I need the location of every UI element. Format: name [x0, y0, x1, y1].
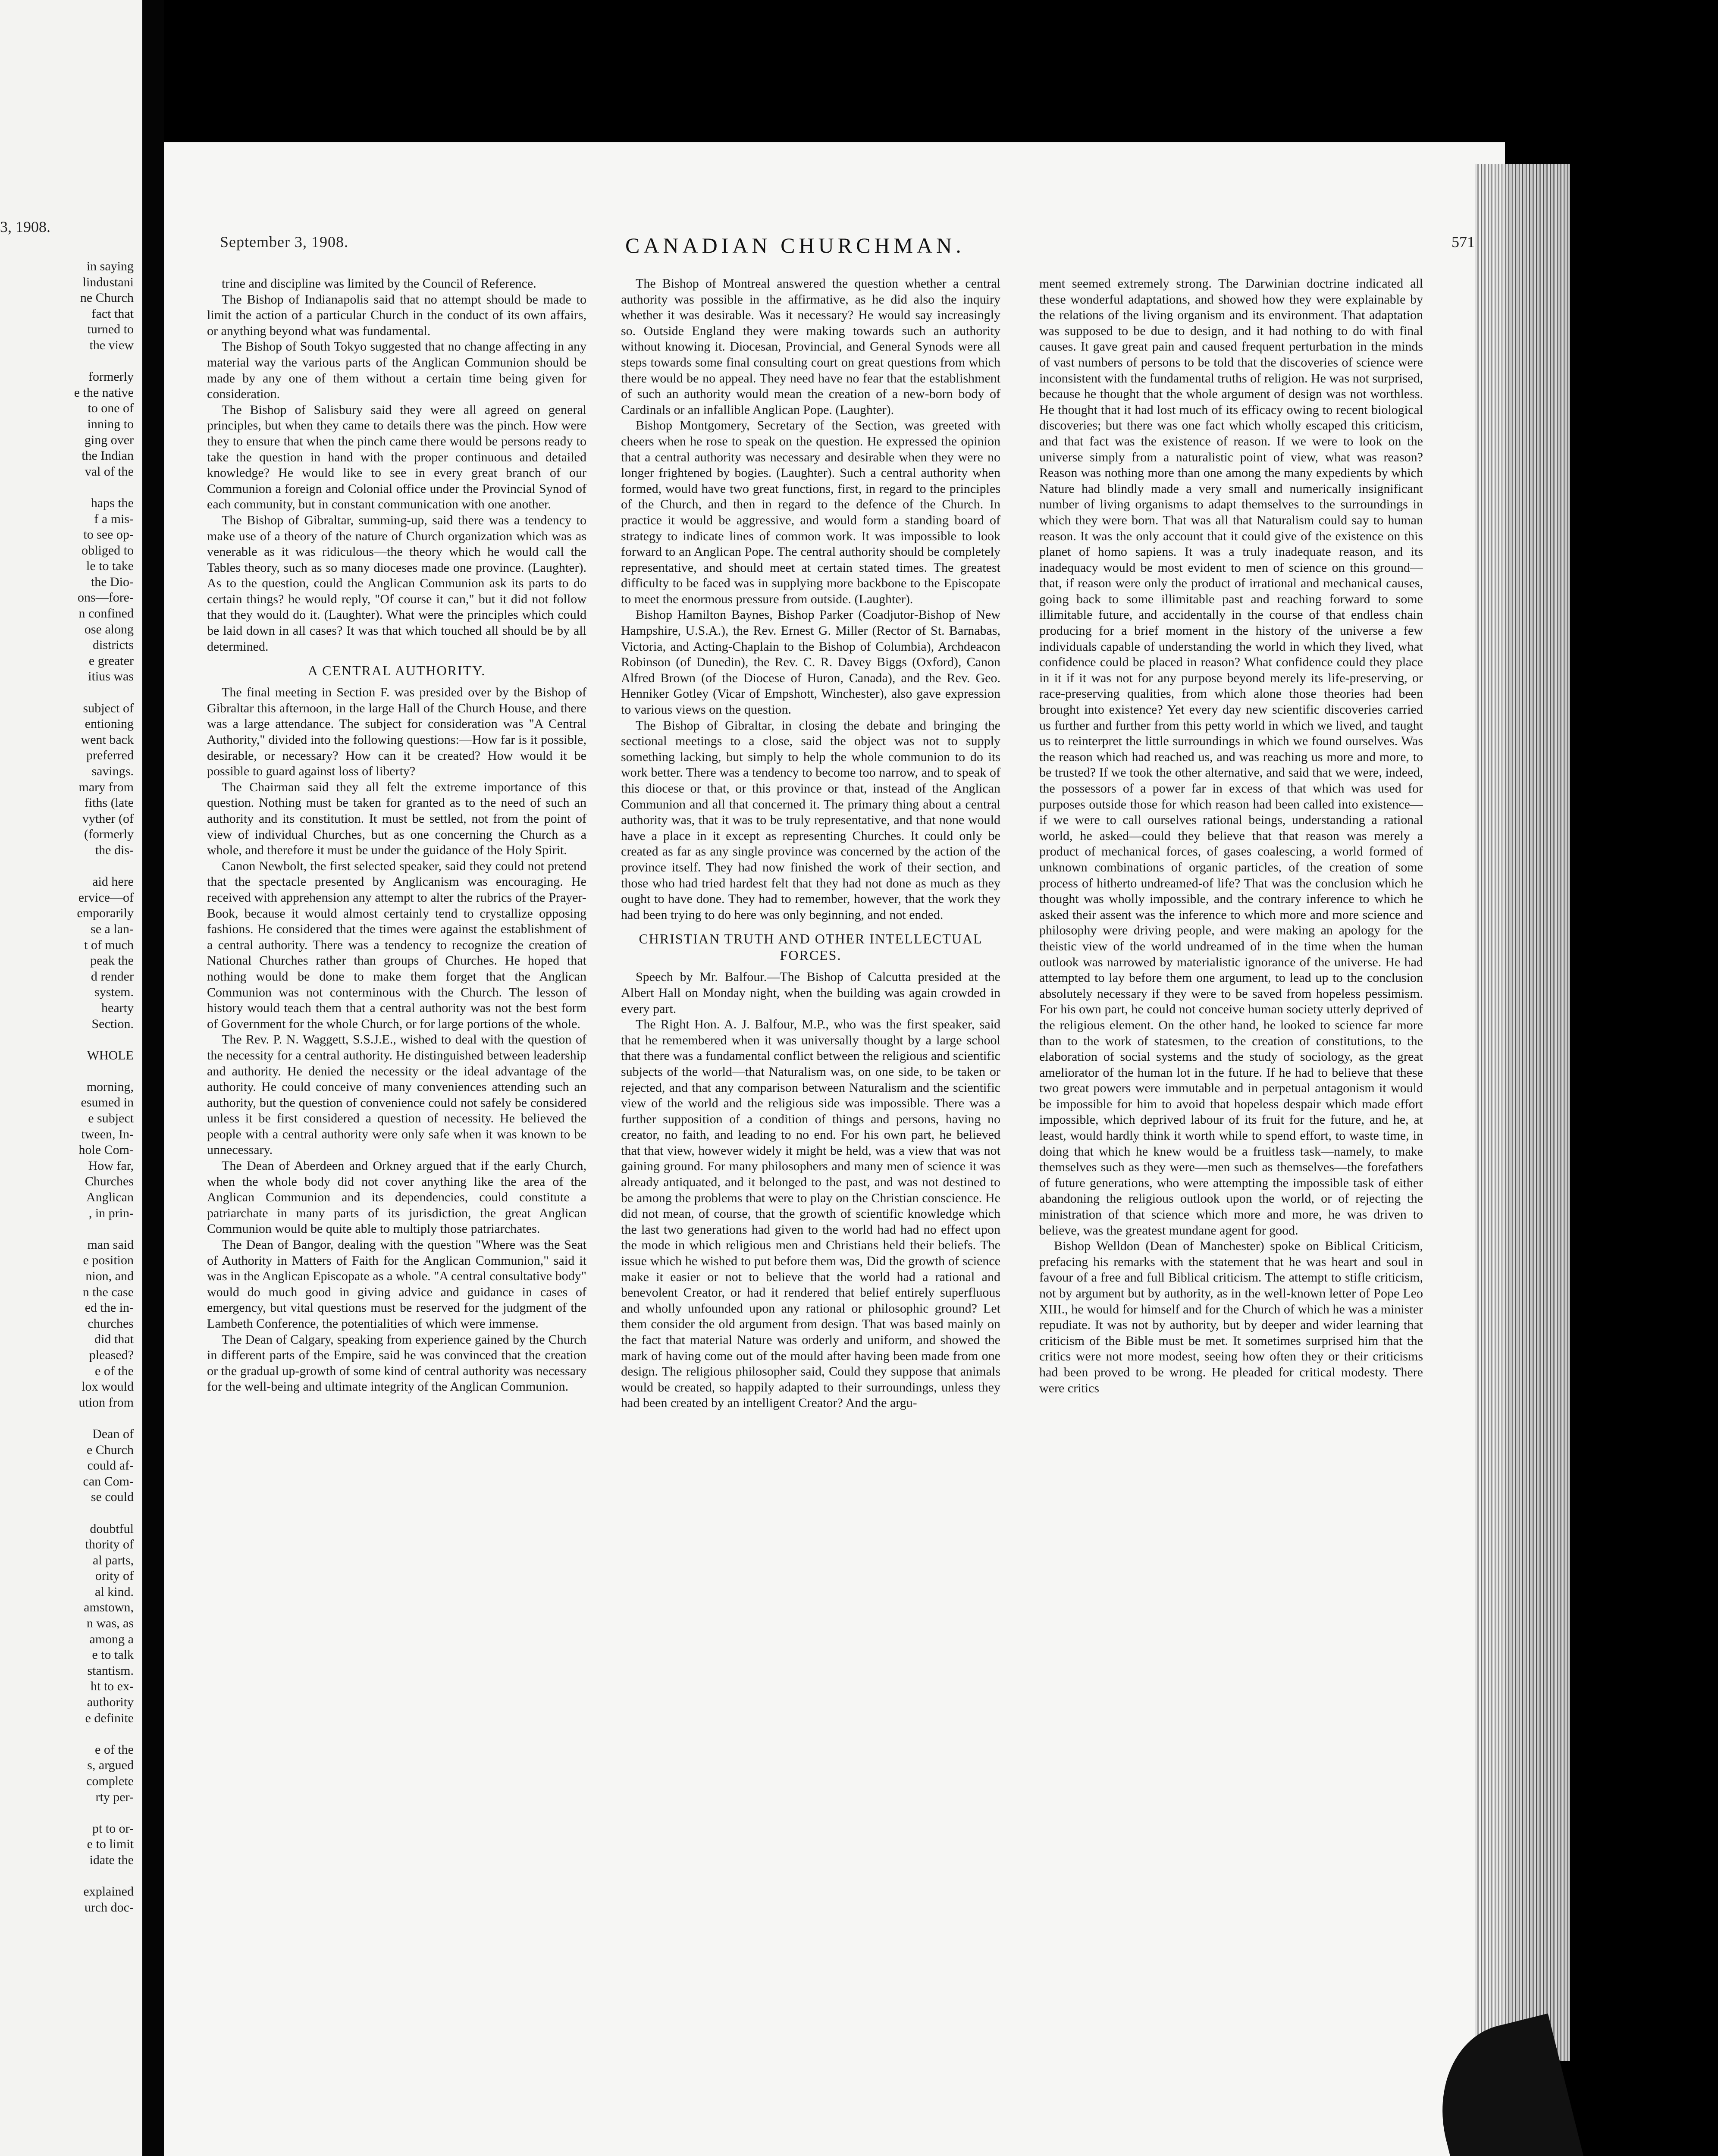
- paragraph: The Bishop of Gibraltar, summing-up, said there was a tendency to make use of a theory of the nature of Church organization which was as venerable as it was ridiculous—the theory which he would call the Tables theory, such as so many dioceses made one province. (Laughter). As to the question, could the Anglican Communion ask its parts to do certain things? he would reply, "Of course it can," but it did not follow that they would do it. (Laughter). What were the principles which could be laid down in all cases? It was that which touched all should be by all determined.: [207, 513, 586, 654]
- left-page-line: lindustani: [82, 275, 134, 289]
- left-page-line: [0, 1505, 138, 1521]
- left-page-line: preferred: [86, 748, 134, 763]
- left-page-line: f a mis-: [94, 511, 134, 526]
- left-page-line: ging over: [84, 432, 134, 447]
- paragraph: Bishop Welldon (Dean of Manchester) spoke on Biblical Criticism, prefacing his remarks with the statement that he was heart and soul in favour of a free and full Biblical criticism. The attempt to stifle criticism, not by argument but by authority, as in the well-known letter of Pope Leo XIII., he would for himself and for the Church of which he was a minister repudiate. It was not by authority, but by deeper and wider learning that criticism of the Bible must be met. It sometimes surprised him that the critics were not more modest, seeing how often they or their criticisms had been proved to be wrong. He pleaded for critical modesty. There were critics: [1039, 1239, 1423, 1395]
- book-gutter: [142, 0, 164, 2156]
- left-page-line: , in prin-: [88, 1206, 134, 1220]
- left-page-line: idate the: [89, 1852, 134, 1867]
- left-page-line: le to take: [86, 559, 134, 573]
- left-page-line: Anglican: [86, 1190, 134, 1205]
- page-date: September 3, 1908.: [220, 233, 348, 251]
- left-page-line: [0, 1868, 138, 1884]
- paragraph: The Rev. P. N. Waggett, S.S.J.E., wished to deal with the question of the necessity for a central authority. He distinguished between leadership and authority. He denied the necessity or the ideal advantage of the authority. He could conceive of many conveniences attending such an authority, but the question of convenience could not safely be considered unless it be first considered a question of necessity. He believed the people with a central authority were only safe when it was known to be unnecessary.: [207, 1032, 586, 1157]
- left-page-line: e Church: [86, 1442, 134, 1457]
- left-page-line: entioning: [85, 717, 134, 731]
- left-page-line: to see op-: [83, 527, 134, 542]
- paragraph: The Dean of Bangor, dealing with the question "Where was the Seat of Authority in Matters of Faith for the Anglican Communion," said it was in the Anglican Episcopate as a whole. "A central consultative body" would do much good in giving advice and guidance in cases of emergency, but vital questions must be reserved for the judgment of the Lambeth Conference, the potentialities of which were immense.: [207, 1238, 586, 1331]
- article-column-2: [621, 276, 1000, 1992]
- left-page-line: authority: [87, 1695, 134, 1710]
- left-page-line: [0, 1032, 138, 1048]
- left-page-line: hole Com-: [78, 1143, 134, 1157]
- left-page-line: Dean of: [92, 1426, 134, 1441]
- left-page-line: nion, and: [85, 1269, 134, 1283]
- left-page-line: Churches: [85, 1174, 134, 1189]
- left-page-line: savings.: [91, 764, 134, 778]
- left-page-line: esumed in: [81, 1095, 134, 1110]
- left-page-line: d render: [91, 969, 134, 984]
- left-page-line: went back: [81, 732, 134, 747]
- left-page-line: the view: [89, 338, 134, 352]
- left-page-line: n confined: [78, 606, 134, 621]
- left-page-line: [0, 859, 138, 874]
- left-page-line: n was, as: [86, 1616, 134, 1631]
- paragraph: The Bishop of Indianapolis said that no attempt should be made to limit the action of a particular Church in the conduct of its own affairs, or anything beyond what was fundamental.: [207, 292, 586, 338]
- left-page-date: 3, 1908.: [0, 218, 50, 235]
- left-page-line: morning,: [86, 1079, 134, 1094]
- left-page-line: aid here: [92, 874, 134, 889]
- left-page-line: explained: [83, 1884, 134, 1899]
- paragraph: The Dean of Aberdeen and Orkney argued that if the early Church, when the whole body did not cover anything like the area of the Anglican Communion and its dependencies, could constitute a patriarchate in many parts of its jurisdiction, the great Anglican Communion would be quite able to multiply those patriarchates.: [207, 1159, 586, 1236]
- left-page-line: [0, 354, 138, 370]
- left-page-line: emporarily: [77, 906, 134, 921]
- left-page-line: e to talk: [92, 1648, 134, 1662]
- article-column-3: [1039, 276, 1423, 1992]
- left-page-line: e position: [83, 1253, 134, 1268]
- left-page-line: can Com-: [83, 1474, 134, 1489]
- left-page-line: ht to ex-: [91, 1679, 134, 1694]
- left-page-line: did that: [94, 1332, 134, 1347]
- paragraph: The Bishop of South Tokyo suggested that no change affecting in any material way the various parts of the Anglican Communion should be made by any one of them without a certain time being given for consideration.: [207, 339, 586, 401]
- paragraph: The Bishop of Montreal answered the question whether a central authority was possible in the affirmative, as he did also the inquiry whether it was desirable. Was it necessary? He would say increasingly so. Outside England they were making towards such an authority without knowing it. Diocesan, Provincial, and General Synods were all steps towards some final consulting court on great questions from which there would be no appeal. They need have no fear that the establishment of such an authority would mean the creation of a new-born body of Cardinals or an infallible Anglican Pope. (Laughter).: [621, 276, 1000, 417]
- left-page-line: al parts,: [93, 1553, 134, 1567]
- left-page-line: e of the: [95, 1363, 134, 1378]
- paragraph: The final meeting in Section F. was presided over by the Bishop of Gibraltar this afternoon, in the large Hall of the Church House, and there was a large attendance. The subject for consideration was "A Central Authority," divided into the following questions:—How far is it possible, desirable, or necessary? How can it be created? How would it be possible to guard against loss of liberty?: [207, 685, 586, 779]
- left-page-line: t of much: [84, 937, 134, 952]
- left-page-lines: [0, 259, 138, 1915]
- left-page-fragment: [0, 0, 142, 2156]
- paragraph: The Right Hon. A. J. Balfour, M.P., who was the first speaker, said that he remembered when it was universally thought by a large school that there was a fundamental conflict between the religious and scientific subjects of the world—that Naturalism was, on one side, to be taken or rejected, and that any comparison between Naturalism and the scientific view of the world and the religious side was impossible. There was a further supposition of a condition of things and persons, having no creator, no faith, and leading to no end. For his own part, he believed that that view, however widely it might be held, was a view that was not gaining ground. For many philosophers and many men of science it was already antiquated, and it belonged to the past, and was not destined to be among the problems that were to play on the Christian conscience. He did not mean, of course, that the growth of scientific knowledge which the last two generations had given to the world had had no effect upon the mode in which religious men and Christians held their beliefs. The issue which he wished to put before them was, Did the growth of science make it easier or not to believe that the world had a rational and benevolent Creator, or had it rendered that belief entirely superfluous and wholly unfounded upon any rational or philosophic ground? Let them consider the old argument from design. That was based mainly on the fact that material Nature was orderly and uniform, and showed the mark of having come out of the mould after having been made from one design. The religious philosopher said, Could they suppose that animals would be created, so happily adapted to their surroundings, unless they had been created by an intelligent Creator? And the argu-: [621, 1017, 1000, 1410]
- left-page-line: e subject: [88, 1111, 134, 1126]
- left-page-line: pt to or-: [92, 1821, 134, 1836]
- left-page-line: s, argued: [87, 1758, 134, 1773]
- left-page-line: [0, 685, 138, 701]
- left-page-line: val of the: [85, 464, 134, 479]
- left-page-line: n the case: [82, 1285, 134, 1299]
- left-page-line: Section.: [91, 1016, 134, 1031]
- left-page-line: hearty: [101, 1000, 134, 1015]
- left-page-line: fiths (late: [84, 796, 134, 810]
- left-page-line: [0, 1726, 138, 1742]
- paragraph: ment seemed extremely strong. The Darwinian doctrine indicated all these wonderful adaptations, and showed how they were explainable by the relations of the living organism and its environment. That adaptation was supposed to be due to design, and it had nothing to do with final causes. It gave great pain and caused frequent perturbation in the minds of vast numbers of persons to be told that the discoveries of science were inconsistent with the fundamental truths of religion. He was not surprised, because he thought that the whole argument of design was not worthless. He thought that it had lost much of its efficacy owing to recent biological discoveries; but there was one fact which wholly escaped this criticism, and that fact was the existence of reason. If we were to look on the universe simply from a naturalistic point of view, what was reason? Reason was nothing more than one among the many expedients by which Nature had blindly made a very small and numerically insignificant number of living organisms to adapt themselves to the surroundings in which they were born. That was all that Naturalism could say to human reason. It was the only account that it could give of the existence on this planet of homo sapiens. It was a truly inadequate reason, and its inadequacy would be most evident to men of science on this ground—that, if reason were only the product of irrational and mechanical causes, going back to some illimitable past and reaching forward to some illimitable future, and accidentally in the course of that endless chain producing for a brief moment in the history of the universe a few individuals capable of understanding the world in which they lived, what confidence could be placed in reason? What confidence could they place in it if it was not for any purpose beyond merely its life-preserving, or race-preserving qualities, from which alone those theories had been brought into existence? Yet every day new scientific discoveries carried us further and further from this petty world in which we lived, and taught us to reinterpret the little surroundings in which we found ourselves. Was the reason which had reached us, and was reaching us more and more, to be trusted? If we took the other alternative, and said that we were, indeed, the possessors of a power far in excess of that which was used for purposes outside those for which reason had been called into existence—if we were to call ourselves rational beings, understanding a rational world, he asked—could they believe that that reason was merely a product of mechanical forces, of gases coalescing, a world formed of unknown combinations of organic particles, of the creation of some process of hitherto undreamed-of life? That was the conclusion which he thought was wholly impossible, and the contrary inference to which he asked their assent was the inference to which more and more science and philosophy were driving people, and were making an apology for the theistic view of the world undreamed of in the time when the human outlook was narrowed by materialistic ignorance of the universe. He had attempted to lay before them one argument, to lead up to the conclusion absolutely necessary if they were to be saved from hopeless pessimism. For his own part, he could not conceive human society utterly deprived of the religious element. On the other hand, he looked to science far more than to the work of statesmen, to the creation of constitutions, to the elaboration of social systems and the study of sociology, as the great ameliorator of the human lot in the future. If he had to believe that these two great powers were immutable and in perpetual antagonism it would be impossible for him to avoid that hopeless despair which made effort impossible, which deprived labour of its fruit for the future, and he, at least, would hardly think it worth while to spend effort, to waste time, in doing that which he knew would be a fruitless task—namely, to make themselves such as they were—men such as themselves—the forefathers of future generations, who were attempting the impossible task of either abandoning the religious outlook upon the world, or of rejecting the ministration of that science which more and more, he was driven to believe, was the greatest mundane agent for good.: [1039, 276, 1423, 1238]
- left-page-line: itius was: [88, 669, 134, 684]
- paragraph: trine and discipline was limited by the Council of Reference.: [222, 276, 536, 291]
- page-header: [216, 233, 1488, 267]
- left-page-line: al kind.: [95, 1584, 134, 1599]
- left-page-line: inning to: [87, 417, 134, 431]
- left-page-line: obliged to: [82, 543, 134, 558]
- page-number: 571: [1452, 233, 1475, 251]
- left-page-line: How far,: [88, 1158, 134, 1173]
- left-page-line: the Dio-: [91, 574, 134, 589]
- left-page-line: ne Church: [80, 291, 134, 305]
- left-page-line: ed the in-: [85, 1300, 134, 1315]
- left-page-line: amstown,: [84, 1600, 134, 1615]
- left-page-line: could af-: [87, 1458, 134, 1473]
- paragraph: Canon Newbolt, the first selected speaker, said they could not pretend that the spectacle presented by Anglicanism was encouraging. He received with apprehension any attempt to alter the rubrics of the Prayer-Book, because it would almost certainly tend to crystallize opposing fashions. He considered that the times were against the establishment of a central authority. There was a tendency to recognize the creation of National Churches rather than groups of Churches. He hoped that nothing would be done to make them forget that the Anglican Communion was not conterminous with the Church. The lesson of history would teach them that a central authority was not the best form of Government for the whole Church, or for large portions of the whole.: [207, 859, 586, 1031]
- left-page-line: formerly: [88, 370, 134, 384]
- paragraph: Speech by Mr. Balfour.—The Bishop of Calcutta presided at the Albert Hall on Monday night, when the building was again crowded in every part.: [621, 970, 1000, 1016]
- left-page-line: districts: [93, 638, 134, 652]
- left-page-line: haps the: [91, 495, 134, 510]
- left-page-line: system.: [94, 985, 134, 1000]
- left-page-line: se could: [91, 1490, 134, 1504]
- left-page-line: ution from: [78, 1395, 134, 1410]
- left-page-line: [0, 1221, 138, 1237]
- paragraph: The Chairman said they all felt the extreme importance of this question. Nothing must be taken for granted as to the need of such an authority and its constitution. It must be settled, not from the point of view of individual Churches, but as one concerning the Church as a whole, and therefore it must be under the guidance of the Holy Spirit.: [207, 780, 586, 858]
- left-page-line: e definite: [85, 1711, 134, 1725]
- left-page-line: (formerly: [84, 827, 134, 842]
- left-page-line: ority of: [95, 1569, 134, 1583]
- left-page-line: e to limit: [87, 1837, 134, 1852]
- paragraph: The Dean of Calgary, speaking from experience gained by the Church in different parts of the Empire, said he was convinced that the creation or the gradual up-growth of some kind of central authority was necessary for the well-being and ultimate integrity of the Anglican Communion.: [207, 1332, 586, 1394]
- left-page-line: subject of: [83, 701, 134, 715]
- section-heading: CHRISTIAN TRUTH AND OTHER INTELLECTUAL FORCES.: [639, 931, 983, 963]
- left-page-line: ervice—of: [78, 890, 134, 905]
- left-page-line: man said: [87, 1237, 134, 1252]
- left-page-line: turned to: [87, 322, 134, 337]
- left-page-line: churches: [88, 1316, 134, 1331]
- left-page-line: doubtful: [90, 1521, 134, 1536]
- paragraph: The Bishop of Gibraltar, in closing the debate and bringing the sectional meetings to a close, said the object was not to supply something lacking, but simply to help the whole communion to do its work better. There was a tendency to become too narrow, and to speak of this diocese or that, or this province or that, instead of the Anglican Communion and all that concerned it. The primary thing about a central authority was, that it was to be truly representative, and that none would have a place in it except as representing Churches. It could only be created as far as any single province was concerned by the action of the province itself. They had now finished the work of their section, and those who had tried hardest felt that they had not done as much as they ought to have done. They had to remember, however, that the work they had been trying to do here was only beginning, and not ended.: [621, 718, 1000, 922]
- left-page-line: ons—fore-: [78, 590, 134, 605]
- left-page-line: rty per-: [95, 1789, 134, 1804]
- left-page-line: vyther (of: [82, 811, 134, 826]
- left-page-line: to one of: [88, 401, 134, 416]
- left-page-line: the dis-: [95, 843, 134, 857]
- left-page-line: WHOLE: [87, 1048, 134, 1062]
- left-page-line: pleased?: [89, 1348, 134, 1362]
- left-page-line: [0, 1805, 138, 1821]
- left-page-line: peak the: [90, 953, 134, 968]
- left-page-line: e greater: [88, 653, 134, 668]
- left-page-line: the Indian: [82, 448, 134, 463]
- paragraph: Bishop Montgomery, Secretary of the Section, was greeted with cheers when he rose to speak on the question. He expressed the opinion that a central authority was necessary and desirable when they were no longer frightened by bogies. (Laughter). Such a central authority when formed, would have two great functions, first, in regard to the principles of the Church, and then in regard to the defence of the Church. In practice it would be aggressive, and would form a standing board of strategy to indicate lines of common work. It was impossible to look forward to an Anglican Pope. The central authority should be completely representative, and should meet at certain stated times. The greatest difficulty to be faced was in supplying more backbone to the Episcopate to meet the enormous pressure from outside. (Laughter).: [621, 418, 1000, 606]
- left-page-line: lox would: [82, 1379, 134, 1394]
- left-page-line: thority of: [85, 1537, 134, 1552]
- left-page-line: tween, In-: [81, 1127, 134, 1141]
- left-page-line: among a: [89, 1632, 134, 1646]
- left-page-line: fact that: [91, 306, 134, 321]
- left-page-line: stantism.: [87, 1663, 134, 1678]
- left-page-line: [0, 1410, 138, 1426]
- paragraph: Bishop Hamilton Baynes, Bishop Parker (Coadjutor-Bishop of New Hampshire, U.S.A.), the Rev. Ernest G. Miller (Rector of St. Barnabas, Victoria, and Acting-Chaplain to the Bishop of Columbia), Archdeacon Robinson (of Dunedin), the Rev. C. R. Davey Biggs (Oxford), Canon Alfred Brown (of the Diocese of Huron, Canada), and the Rev. Geo. Henniker Gotley (Vicar of Empshott, Winchester), also gave expression to various views on the question.: [621, 608, 1000, 717]
- left-page-line: [0, 479, 138, 495]
- left-page-line: se a lan-: [91, 921, 134, 936]
- left-page-line: mary from: [78, 780, 134, 794]
- masthead-title: CANADIAN CHURCHMAN.: [625, 233, 965, 257]
- paragraph: The Bishop of Salisbury said they were all agreed on general principles, but when they came to details there was the pinch. How were they to ensure that when the pinch came there would be persons ready to take the question in hand with the proper continuous and detailed knowledge? He would like to see in every great branch of our Communion a foreign and Colonial office under the Provincial Synod of each community, but in constant communication with one another.: [207, 402, 586, 512]
- article-column-1: [207, 276, 586, 1992]
- left-page-line: [0, 1063, 138, 1079]
- page-edges: [1475, 164, 1570, 2061]
- left-page-line: urch doc-: [84, 1900, 134, 1915]
- left-page-line: ose along: [84, 622, 134, 636]
- section-heading: A CENTRAL AUTHORITY.: [307, 663, 486, 679]
- left-page-line: e the native: [74, 385, 134, 400]
- left-page-line: e of the: [95, 1742, 134, 1757]
- left-page-line: in saying: [86, 259, 134, 273]
- left-page-line: complete: [86, 1774, 134, 1788]
